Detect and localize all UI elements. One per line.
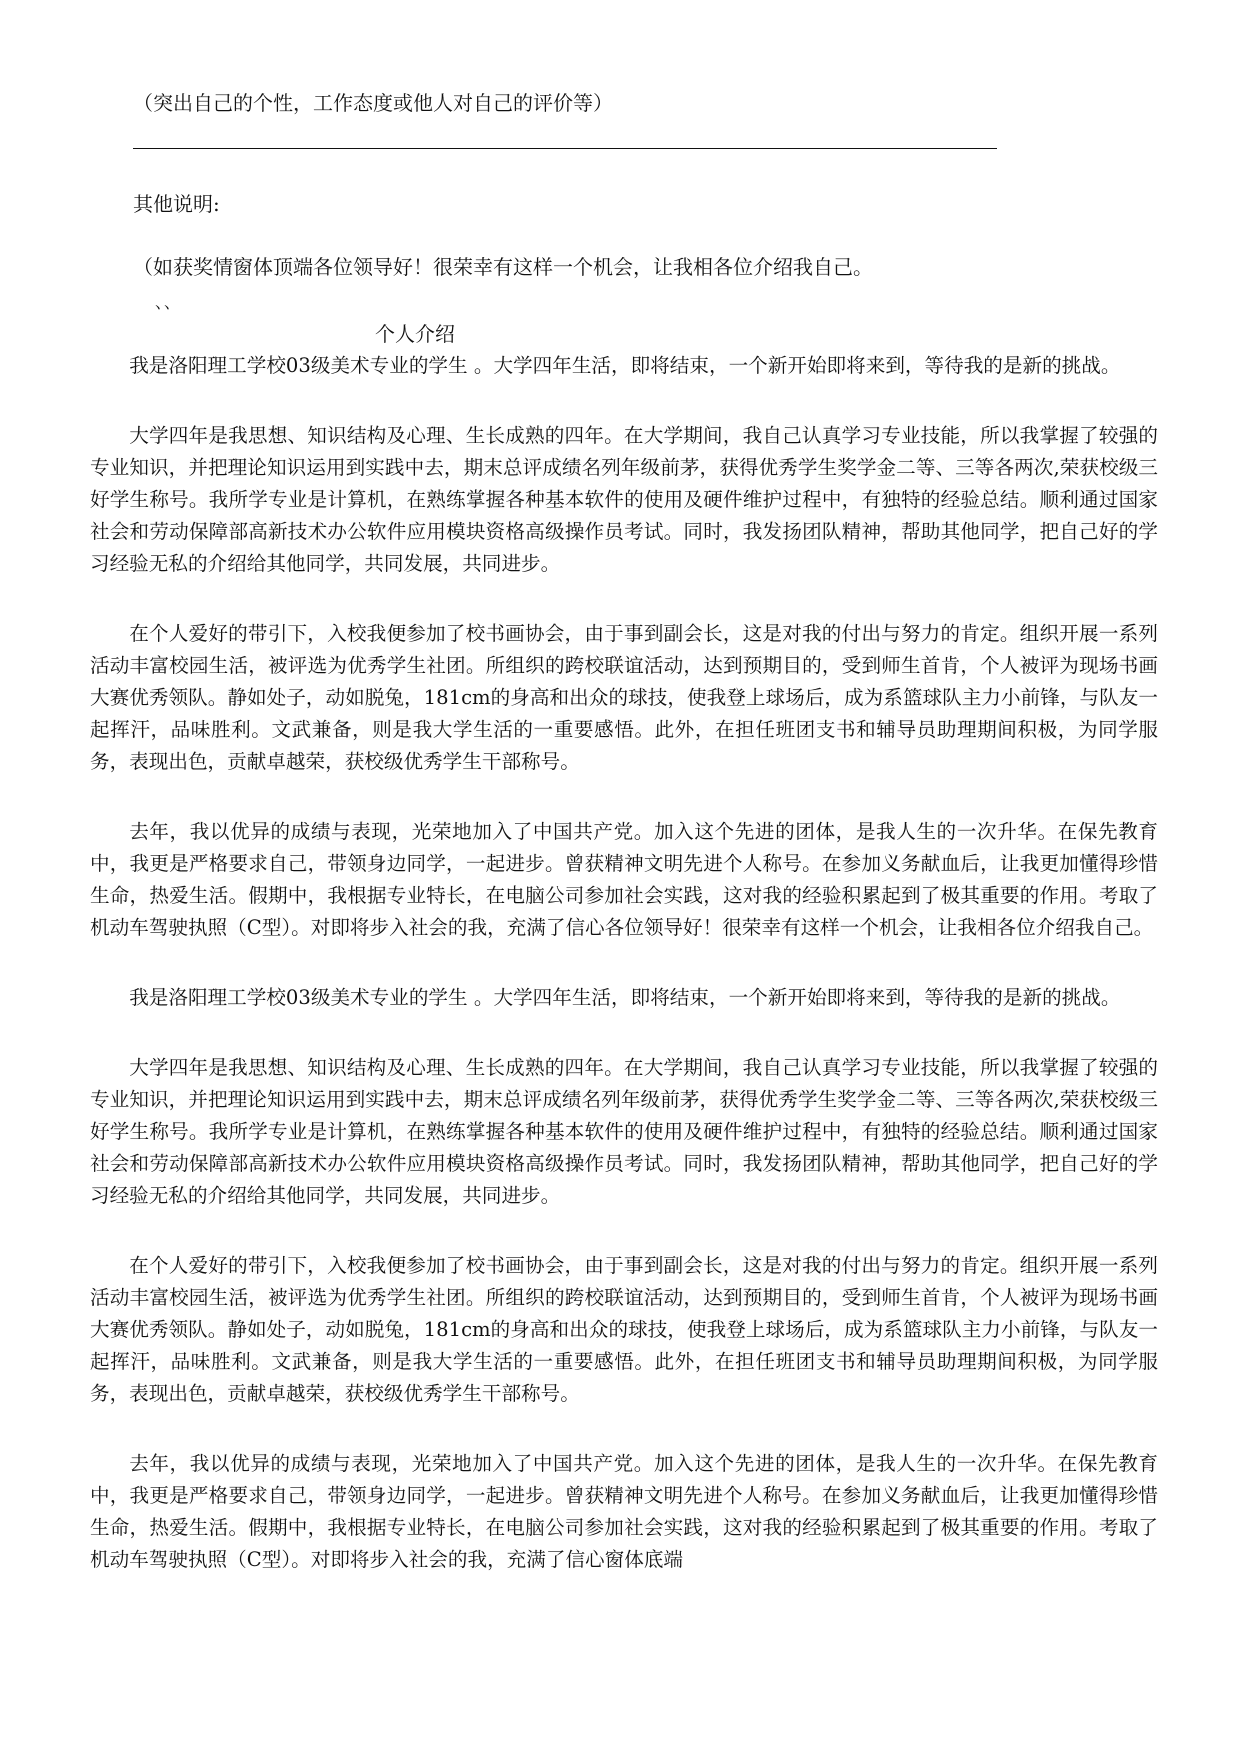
- paragraph: 在个人爱好的带引下，入校我便参加了校书画协会，由于事到副会长，这是对我的付出与努力的肯定。组织开展一系列活动丰富校园生活，被评选为优秀学生社团。所组织的跨校联谊活动，达到预期目的，受到师生首肯，个人被评为现场书画大赛优秀领队。静如处子，动如脱兔，181cm的身高和出众的球技，使我登上球场后，成为系篮球队主力小前锋，与队友一起挥汗，品味胜利。文武兼备，则是我大学生活的一重要感悟。此外，在担任班团支书和辅导员助理期间积极，为同学服务，表现出色，贡献卓越荣，获校级优秀学生干部称号。: [90, 1254, 1158, 1405]
- other-notes-label: 其他说明:: [133, 192, 220, 216]
- paragraph: 去年，我以优异的成绩与表现，光荣地加入了中国共产党。加入这个先进的团体，是我人生的一次升华。在保先教育中，我更是严格要求自己，带领身边同学，一起进步。曾获精神文明先进个人称号。在参加义务献血后，让我更加懂得珍惜生命，热爱生活。假期中，我根据专业特长，在电脑公司参加社会实践，这对我的经验积累起到了极其重要的作用。考取了机动车驾驶执照（C型）。对即将步入社会的我，充满了信心各位领导好！很荣幸有这样一个机会，让我相各位介绍我自己。: [90, 820, 1158, 939]
- paragraph: 去年，我以优异的成绩与表现，光荣地加入了中国共产党。加入这个先进的团体，是我人生的一次升华。在保先教育中，我更是严格要求自己，带领身边同学，一起进步。曾获精神文明先进个人称号。在参加义务献血后，让我更加懂得珍惜生命，热爱生活。假期中，我根据专业特长，在电脑公司参加社会实践，这对我的经验积累起到了极其重要的作用。考取了机动车驾驶执照（C型）。对即将步入社会的我，充满了信心窗体底端: [90, 1452, 1158, 1571]
- paragraph: 大学四年是我思想、知识结构及心理、生长成熟的四年。在大学期间，我自己认真学习专业技能，所以我掌握了较强的专业知识，并把理论知识运用到实践中去，期末总评成绩名列年级前茅，获得优秀学生奖学金二等、三等各两次,荣获校级三好学生称号。我所学专业是计算机，在熟练掌握各种基本软件的使用及硬件维护过程中，有独特的经验总结。顺利通过国家社会和劳动保障部高新技术办公软件应用模块资格高级操作员考试。同时，我发扬团队精神，帮助其他同学，把自己好的学习经验无私的介绍给其他同学，共同发展，共同进步。: [90, 1056, 1158, 1207]
- paragraph: 我是洛阳理工学校03级美术专业的学生 。大学四年生活，即将结束，一个新开始即将来到，等待我的是新的挑战。: [129, 354, 1121, 377]
- body-text: [90, 350, 1158, 1576]
- document-title: 个人介绍: [375, 322, 455, 346]
- awards-hint: （如获奖情窗体顶端各位领导好！很荣幸有这样一个机会，让我相各位介绍我自己。: [133, 255, 873, 279]
- paragraph: 大学四年是我思想、知识结构及心理、生长成熟的四年。在大学期间，我自己认真学习专业技能，所以我掌握了较强的专业知识，并把理论知识运用到实践中去，期末总评成绩名列年级前茅，获得优秀学生奖学金二等、三等各两次,荣获校级三好学生称号。我所学专业是计算机，在熟练掌握各种基本软件的使用及硬件维护过程中，有独特的经验总结。顺利通过国家社会和劳动保障部高新技术办公软件应用模块资格高级操作员考试。同时，我发扬团队精神，帮助其他同学，把自己好的学习经验无私的介绍给其他同学，共同发展，共同进步。: [90, 424, 1158, 575]
- personality-hint: （突出自己的个性，工作态度或他人对自己的评价等）: [133, 91, 613, 115]
- stray-marks: ､､: [155, 292, 173, 313]
- paragraph: 我是洛阳理工学校03级美术专业的学生 。大学四年生活，即将结束，一个新开始即将来到，等待我的是新的挑战。: [129, 986, 1121, 1009]
- paragraph: 在个人爱好的带引下，入校我便参加了校书画协会，由于事到副会长，这是对我的付出与努力的肯定。组织开展一系列活动丰富校园生活，被评选为优秀学生社团。所组织的跨校联谊活动，达到预期目的，受到师生首肯，个人被评为现场书画大赛优秀领队。静如处子，动如脱兔，181cm的身高和出众的球技，使我登上球场后，成为系篮球队主力小前锋，与队友一起挥汗，品味胜利。文武兼备，则是我大学生活的一重要感悟。此外，在担任班团支书和辅导员助理期间积极，为同学服务，表现出色，贡献卓越荣，获校级优秀学生干部称号。: [90, 622, 1158, 773]
- fill-in-line: [133, 148, 997, 149]
